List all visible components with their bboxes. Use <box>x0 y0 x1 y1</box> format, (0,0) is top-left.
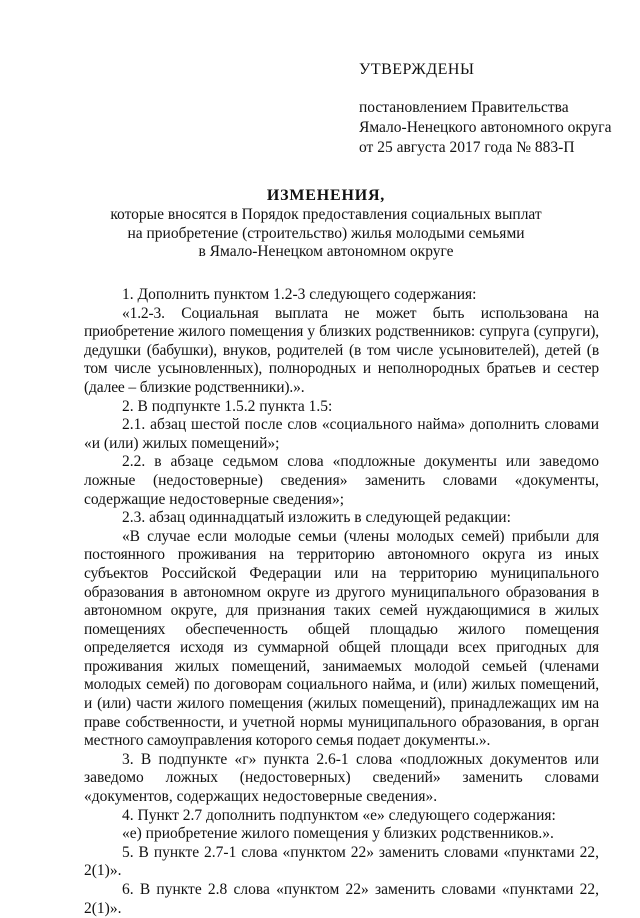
approval-line: постановлением Правительства <box>359 99 569 116</box>
paragraph-item-4: 4. Пункт 2.7 дополнить подпунктом «е» следующего содержания: <box>122 806 556 824</box>
subtitle-line: которые вносятся в Порядок предоставления социальных выплат <box>110 206 542 223</box>
paragraph-item-2: 2. В подпункте 1.5.2 пункта 1.5: <box>122 397 333 415</box>
paragraph-item-2-2: 2.2. в абзаце седьмом слова «подложные документы или заведомо ложные (недостоверные) сведения» заменить словами «документы, содержащие недостоверные сведения»; <box>84 453 599 508</box>
paragraph-item-1: 1. Дополнить пунктом 1.2-3 следующего содержания: <box>122 286 477 303</box>
approval-line: от 25 августа 2017 года № 883-П <box>359 139 575 156</box>
paragraph-item-2-1: 2.1. абзац шестой после слов «социального найма» дополнить словами «и (или) жилых помещений»; <box>84 416 599 452</box>
paragraph-item-5: 5. В пункте 2.7-1 слова «пунктом 22» заменить словами «пунктами 22, 2(1)». <box>84 843 599 880</box>
paragraph-item-6: 6. В пункте 2.8 слова «пунктом 22» заменить словами «пунктами 22, 2(1)». <box>84 881 599 917</box>
paragraph-quote-1-2-3: «1.2-3. Социальная выплата не может быть использована на приобретение жилого помещения у близких родственников: супруга (супруги), дедушки (бабушки), внуков, родителей (в том числе усыновителей), детей (в том числе усыновленных), полнородных и неполнородных братьев и сестер (далее – близкие родственники).». <box>84 304 599 396</box>
paragraph-quote-eleventh: «В случае если молодые семьи (члены молодых семей) прибыли для постоянного проживания на территорию автономного округа из иных субъектов Российской Федерации или на территорию муниципального образования в автономном округе из другого муниципального образования в автономном округе, для признания таких семей нуждающимися в жилых помещениях обеспеченность общей площадью жилого помещения определяется исходя из суммарной общей площади всех пригодных для проживания жилых помещений, занимаемых молодой семьей (членами молодых семей) по договорам социального найма, и (или) жилых помещений, и (или) части жилого помещения (жилых помещений), принадлежащих им на праве собственности, и учетной нормы муниципального образования, в орган местного самоуправления которого семья подает документы.». <box>84 527 599 750</box>
subtitle-line: на приобретение (строительство) жилья молодыми семьями <box>127 224 525 242</box>
document-subtitle <box>60 206 592 262</box>
document-body <box>84 286 599 918</box>
approval-line: Ямало-Ненецкого автономного округа <box>359 119 612 136</box>
approval-details <box>359 98 611 158</box>
paragraph-item-2-3: 2.3. абзац одиннадцатый изложить в следующей редакции: <box>122 509 511 527</box>
document-title-block <box>60 186 592 262</box>
paragraph-item-3: 3. В подпункте «г» пункта 2.6-1 слова «подложных документов или заведомо ложных (недостоверных) сведений» заменить словами «документов, содержащих недостоверные сведения». <box>84 750 599 806</box>
document-title: ИЗМЕНЕНИЯ, <box>266 187 386 204</box>
subtitle-line: в Ямало-Ненецком автономном округе <box>198 243 454 260</box>
paragraph-quote-e: «е) приобретение жилого помещения у близких родственников.». <box>122 825 554 843</box>
approval-heading: УТВЕРЖДЕНЫ <box>359 61 475 78</box>
